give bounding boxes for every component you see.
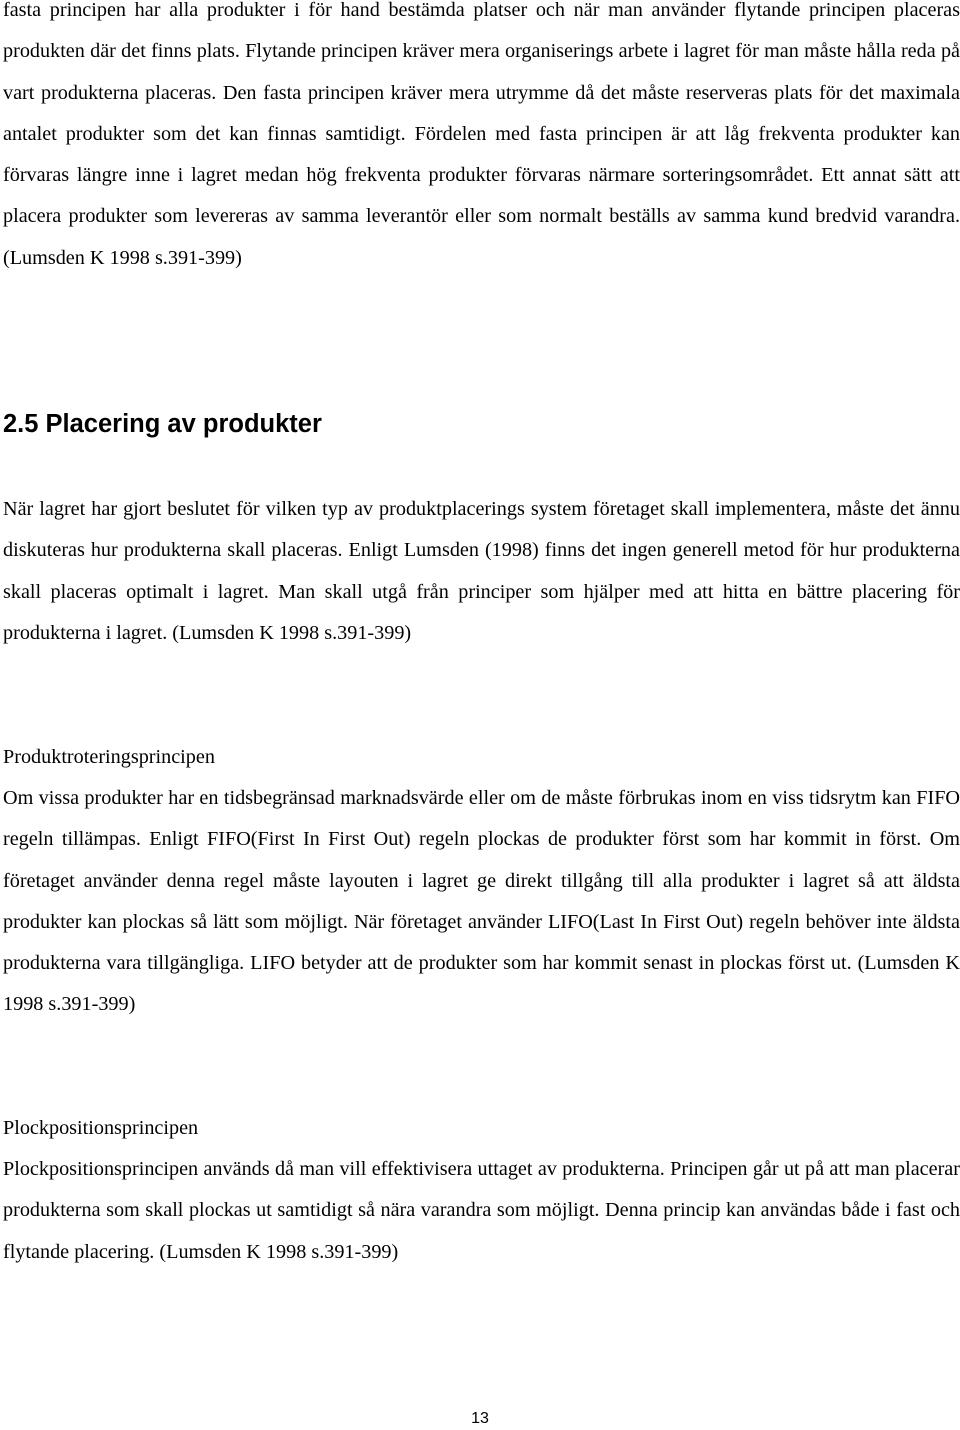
body-paragraph-fifo-lifo: Om vissa produkter har en tidsbegränsad marknadsvärde eller om de måste förbrukas inom en viss tidsrytm kan FIFO regeln tillämpas. Enligt FIFO(First In First Out) regeln plockas de produkter först som har kommit in först. Om företaget använder denna regel måste layouten i lagret ge direkt tillgång till alla produkter i lagret så att äldsta produkter kan plockas så lätt som möjligt. När företaget använder LIFO(Last In First Out) regeln behöver inte äldsta produkterna vara tillgängliga. LIFO betyder att de produkter som har kommit senast in plockas först ut. (Lumsden K 1998 s.391-399) <box>3 787 960 1016</box>
subheading-pick-position: Plockpositionsprincipen <box>3 1117 199 1139</box>
section-heading: 2.5 Placering av produkter <box>3 410 322 438</box>
page-number: 13 <box>471 1410 489 1427</box>
body-paragraph-placement-intro: När lagret har gjort beslutet för vilken typ av produktplacerings system företaget skall implementera, måste det ännu diskuteras hur produkterna skall placeras. Enligt Lumsden (1998) finns det ingen generell metod för hur produkterna skall placeras optimalt i lagret. Man skall utgå från principer som hjälper med att hitta en bättre placering för produkterna i lagret. (Lumsden K 1998 s.391-399) <box>3 498 960 644</box>
body-paragraph-pick-position: Plockpositionsprincipen används då man vill effektivisera uttaget av produkterna. Principen går ut på att man placerar produkterna som skall plockas ut samtidigt så nära varandra som möjligt. Denna princip kan användas både i fast och flytande placering. (Lumsden K 1998 s.391-399) <box>3 1158 960 1263</box>
subheading-product-rotation: Produktroteringsprincipen <box>3 746 215 768</box>
body-paragraph-fixed-floating-placement: fasta principen har alla produkter i för hand bestämda platser och när man använder flytande principen placeras produkten där det finns plats. Flytande principen kräver mera organiserings arbete i lagret för man måste hålla reda på vart produkterna placeras. Den fasta principen kräver mera utrymme då det måste reserveras plats för det maximala antalet produkter som det kan finnas samtidigt. Fördelen med fasta principen är att låg frekventa produkter kan förvaras längre inne i lagret medan hög frekventa produkter förvaras närmare sorteringsområdet. Ett annat sätt att placera produkter som levereras av samma leverantör eller som normalt beställs av samma kund bredvid varandra. (Lumsden K 1998 s.391-399) <box>3 0 960 269</box>
